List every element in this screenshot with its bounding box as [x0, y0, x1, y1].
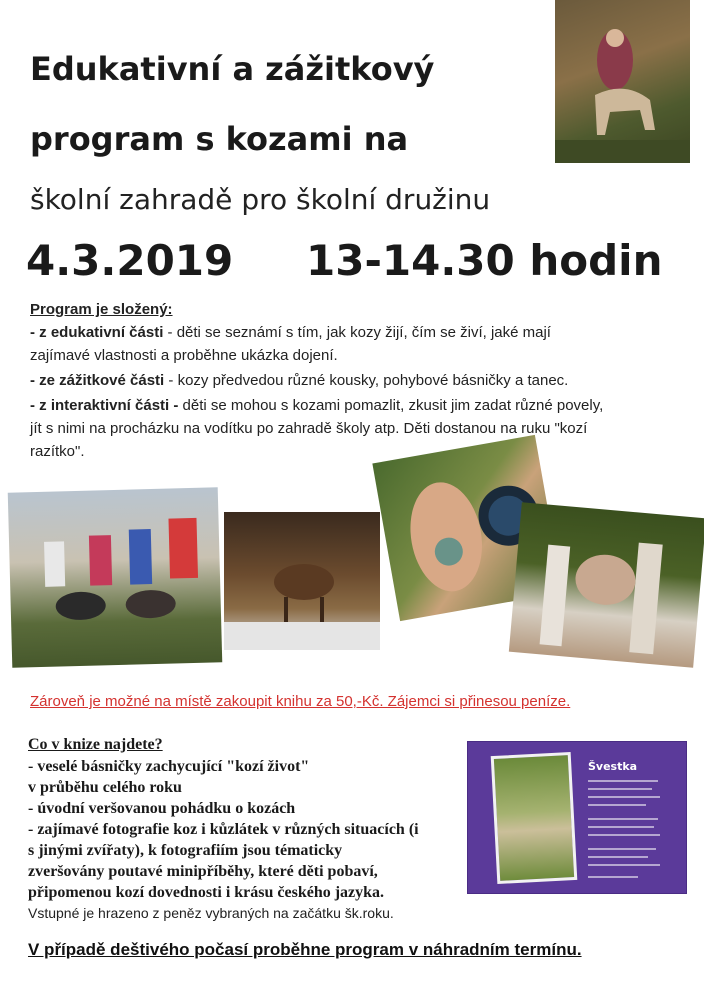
title-line-2: program s kozami na — [30, 120, 409, 158]
program-item-2-text: - kozy předvedou různé kousky, pohybové básničky a tanec. — [164, 372, 569, 389]
program-item-1-label: - z edukativní části — [30, 324, 164, 341]
event-time: 13-14.30 hodin — [306, 236, 663, 285]
book-text-line — [588, 826, 654, 828]
book-text-line — [588, 804, 646, 806]
book-text-line — [588, 864, 660, 866]
book-sale-notice: Zároveň je možné na místě zakoupit knihu za 50,-Kč. Zájemci si přinesou peníze. — [30, 693, 571, 710]
program-item-1-text: - děti se seznámí s tím, jak kozy žijí, čím se živí, jaké mají — [163, 324, 551, 341]
book-line-5: s jinými zvířaty), k fotografiím jsou tématicky — [28, 842, 343, 859]
book-text-line — [588, 834, 660, 836]
program-item-3-label: - z interaktivní části - — [30, 397, 179, 414]
book-text-line — [588, 796, 660, 798]
entry-fee-note: Vstupné je hrazeno z peněz vybraných na začátku šk.roku. — [28, 905, 394, 921]
book-preview-image — [467, 741, 687, 894]
program-item-1 — [30, 322, 551, 343]
photo-goat-in-yard — [224, 512, 380, 650]
book-text-line — [588, 788, 652, 790]
program-item-3-cont-1: jít s nimi na procházku na vodítku po zahradě školy atp. Děti dostanou na ruku "kozí — [30, 420, 588, 437]
book-line-6: zveršovány poutavé minipříběhy, které děti pobaví, — [28, 863, 378, 880]
book-goat-photo — [491, 752, 578, 884]
book-line-2: v průběhu celého roku — [28, 779, 182, 796]
rain-notice: V případě deštivého počasí proběhne program v náhradním termínu. — [28, 940, 582, 959]
book-line-4: - zajímavé fotografie koz i kůzlátek v různých situacích (i — [28, 821, 419, 838]
book-heading: Co v knize najdete? — [28, 736, 163, 753]
book-text-line — [588, 818, 658, 820]
program-item-1-cont: zajímavé vlastnosti a proběhne ukázka dojení. — [30, 347, 338, 364]
program-item-2 — [30, 370, 568, 391]
goat-milking-icon — [509, 502, 704, 668]
program-item-3-text: děti se mohou s kozami pomazlit, zkusit jim zadat různé povely, — [178, 397, 604, 414]
book-text-line — [588, 856, 648, 858]
program-heading: Program je složený: — [30, 301, 173, 318]
book-text-line — [588, 848, 656, 850]
book-line-3: - úvodní veršovanou pohádku o kozách — [28, 800, 296, 817]
goat-jumping-icon — [555, 0, 690, 163]
title-line-3: školní zahradě pro školní družinu — [30, 183, 491, 216]
title-line-1: Edukativní a zážitkový — [30, 50, 435, 88]
book-line-7: připomenou kozí dovednosti i krásu českého jazyka. — [28, 884, 385, 901]
program-item-2-label: - ze zážitkové části — [30, 372, 165, 389]
children-goats-icon — [8, 487, 223, 667]
photo-children-with-goats — [8, 487, 223, 667]
photo-person-with-goat — [555, 0, 690, 163]
book-text-line — [588, 780, 658, 782]
program-item-3 — [30, 395, 603, 416]
goat-icon — [224, 512, 380, 650]
photo-goat-milking — [509, 502, 704, 668]
book-line-1: - veselé básničky zachycující "kozí život" — [28, 758, 310, 775]
book-text-line — [588, 876, 638, 878]
event-date: 4.3.2019 — [26, 236, 234, 285]
program-item-3-cont-2: razítko". — [30, 443, 85, 460]
book-preview-title: Švestka — [588, 760, 638, 773]
